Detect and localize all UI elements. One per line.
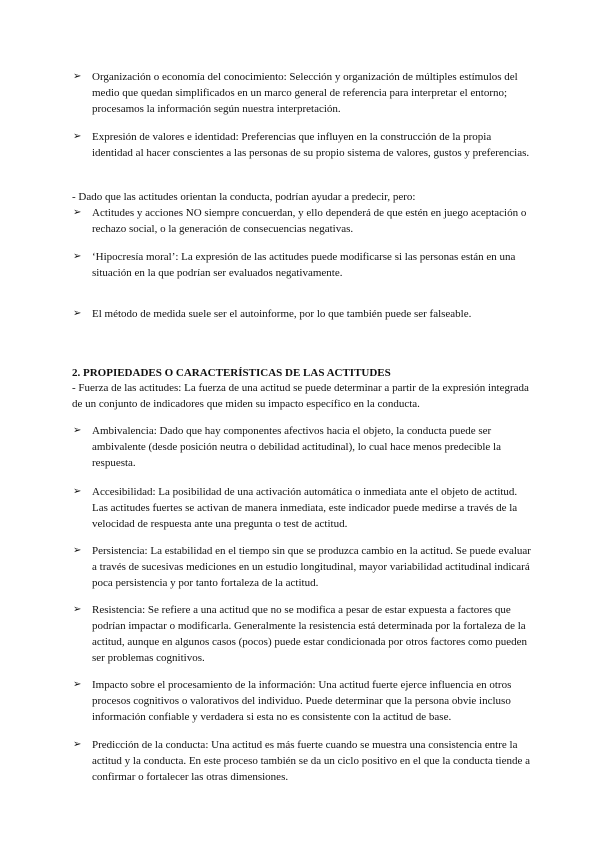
bullet-text: Actitudes y acciones NO siempre concuerdan, y ello dependerá de que estén en juego aceptación o rechazo social, o la generación de consecuencias negativas. bbox=[92, 207, 527, 235]
arrow-bullet-icon: ➢ bbox=[73, 308, 82, 319]
bullet-expresion-valores bbox=[73, 129, 532, 161]
arrow-bullet-icon: ➢ bbox=[73, 71, 82, 82]
arrow-bullet-icon: ➢ bbox=[73, 545, 82, 556]
arrow-bullet-icon: ➢ bbox=[73, 486, 82, 497]
arrow-bullet-icon: ➢ bbox=[73, 425, 82, 436]
section-heading: 2. PROPIEDADES O CARACTERÍSTICAS DE LAS ACTITUDES bbox=[72, 367, 391, 379]
bullet-text: Accesibilidad: La posibilidad de una activación automática o inmediata ante el objeto de actitud. Las actitudes fuertes se activan de manera inmediata, este indicador puede medirse a través de la velocidad de respuesta ante una pregunta o test de actitud. bbox=[92, 486, 518, 530]
arrow-bullet-icon: ➢ bbox=[73, 251, 82, 262]
bullet-actitudes-acciones bbox=[73, 205, 532, 237]
bullet-text: Resistencia: Se refiere a una actitud que no se modifica a pesar de estar expuesta a factores que podrían impactar o modificarla. Generalmente la resistencia está determinada por la fortaleza de la actitud, aunque en algunos casos (pocos) puede estar condicionada por otros factores como pueden ser problemas cognitivos. bbox=[92, 604, 527, 664]
bullet-text: Persistencia: La estabilidad en el tiempo sin que se produzca cambio en la actitud. Se puede evaluar a través de sucesivas mediciones en un estudio longitudinal, mayor variabilidad actitudinal indicará poca persistencia y por tanto fortaleza de la actitud. bbox=[92, 545, 531, 589]
bullet-text: Expresión de valores e identidad: Preferencias que influyen en la construcción de la propia identidad al hacer conscientes a las personas de su propio sistema de valores, gustos y preferencias. bbox=[92, 131, 530, 159]
bullet-resistencia bbox=[73, 602, 532, 666]
bullet-hipocresia-moral bbox=[73, 249, 532, 281]
bullet-metodo-medida bbox=[73, 306, 532, 322]
bullet-text: ‘Hipocresía moral’: La expresión de las actitudes puede modificarse si las personas están en una situación en la que podrían ser evaluados negativamente. bbox=[92, 251, 516, 279]
bullet-text: Organización o economía del conocimiento: Selección y organización de múltiples estímulos del medio que quedan simplificados en un marco general de referencia para interpretar el entorno; procesamos la información según nuestra interpretación. bbox=[92, 71, 518, 115]
arrow-bullet-icon: ➢ bbox=[73, 604, 82, 615]
bullet-prediccion-conducta bbox=[73, 737, 532, 785]
fuerza-intro: - Fuerza de las actitudes: La fuerza de una actitud se puede determinar a partir de la expresión integrada de un conjunto de indicadores que miden su impacto específico en la conducta. bbox=[72, 382, 529, 410]
bullet-text: El método de medida suele ser el autoinforme, por lo que también puede ser falseable. bbox=[92, 308, 472, 320]
bullet-text: Ambivalencia: Dado que hay componentes afectivos hacia el objeto, la conducta puede ser ambivalente (desde posición neutra o debilidad actitudinal), lo cual hace menos predecible la respuesta. bbox=[92, 425, 501, 469]
bullet-text: Predicción de la conducta: Una actitud es más fuerte cuando se muestra una consistencia entre la actitud y la conducta. En este proceso también se da un ciclo positivo en el que la conducta tiende a confirmar o fortalecer las otras dimensiones. bbox=[92, 739, 531, 783]
predict-intro: - Dado que las actitudes orientan la conducta, podrían ayudar a predecir, pero: bbox=[72, 191, 416, 203]
bullet-text: Impacto sobre el procesamiento de la información: Una actitud fuerte ejerce influencia en otros procesos cognitivos o valorativos del individuo. Puede determinar que la persona obvie incluso información confiable y verdadera si esta no es consistente con la actitud de base. bbox=[92, 679, 512, 723]
bullet-ambivalencia bbox=[73, 423, 532, 471]
bullet-persistencia bbox=[73, 543, 532, 591]
bullet-impacto-procesamiento bbox=[73, 677, 532, 725]
bullet-organizacion bbox=[73, 69, 532, 117]
arrow-bullet-icon: ➢ bbox=[73, 679, 82, 690]
arrow-bullet-icon: ➢ bbox=[73, 131, 82, 142]
arrow-bullet-icon: ➢ bbox=[73, 207, 82, 218]
bullet-accesibilidad bbox=[73, 484, 532, 532]
arrow-bullet-icon: ➢ bbox=[73, 739, 82, 750]
